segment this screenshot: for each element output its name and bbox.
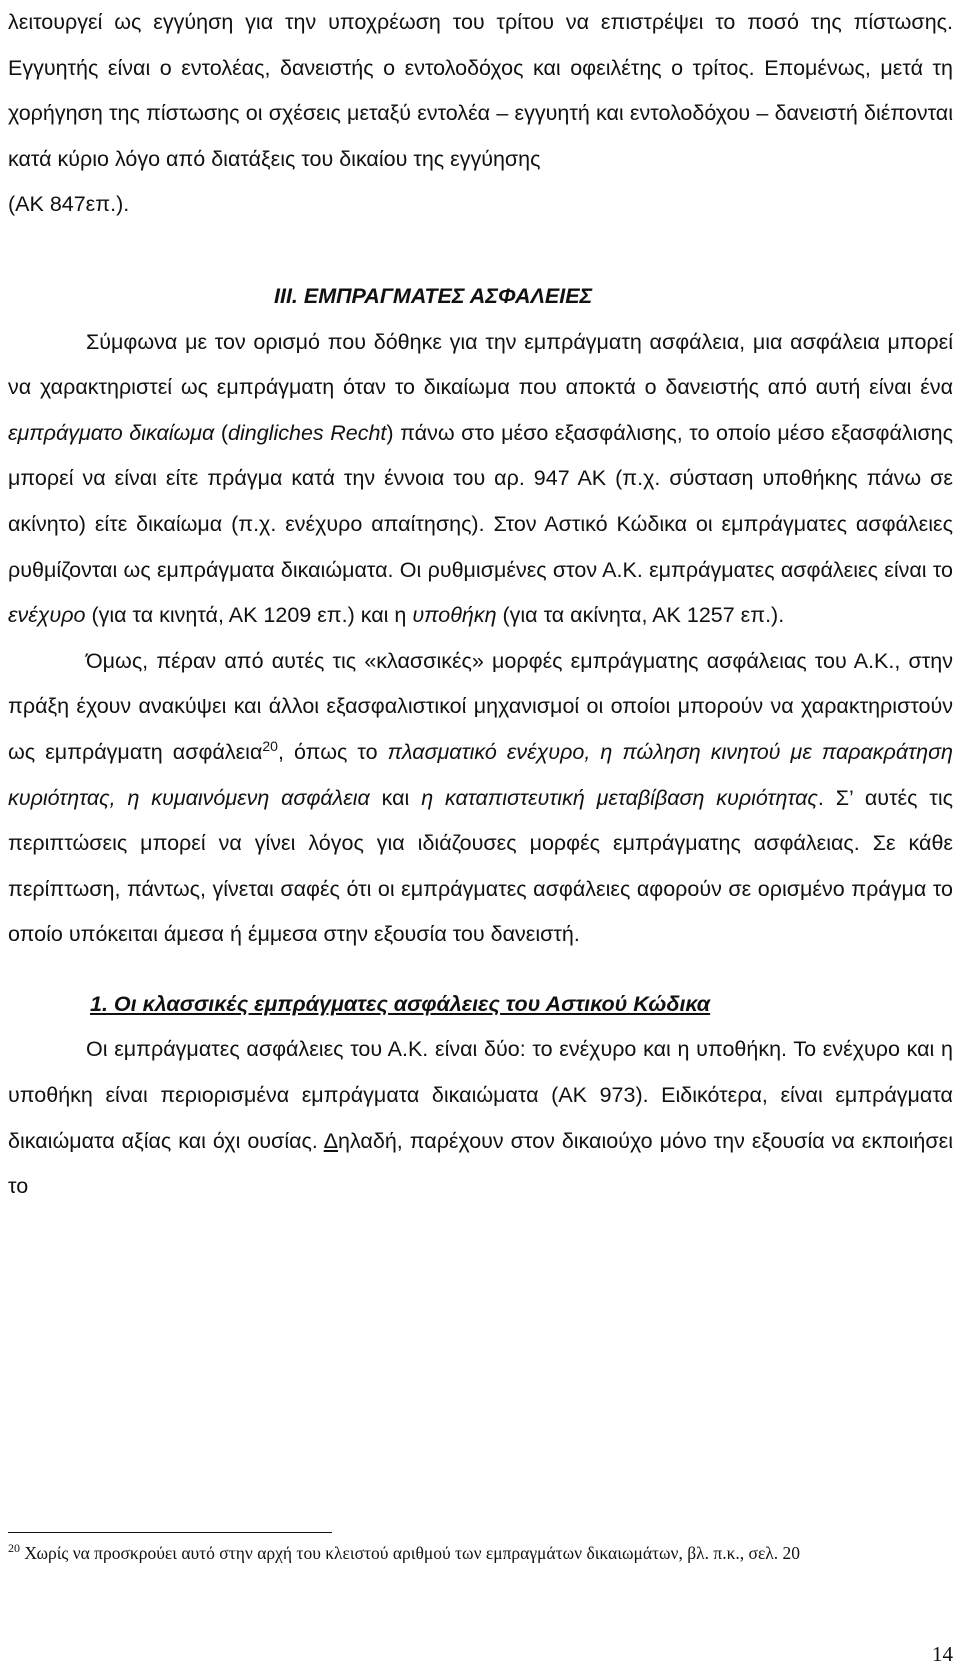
- paragraph-continuation: [8, 0, 953, 228]
- paragraph-text: λειτουργεί ως εγγύηση για την υποχρέωση του τρίτου να επιστρέψει το ποσό της πίστωσης. Εγγυητής είναι ο εντολέας, δανειστής ο εντολοδόχος και οφειλέτης ο τρίτος. Επομένως, μετά τη χορήγηση της πίστωσης οι σχέσεις μεταξύ εντολέα – εγγυητή και εντολοδόχου – δανειστή διέπονται κατά κύριο λόγο από διατάξεις του δικαίου της εγγύησης: [8, 10, 953, 171]
- paragraph-other-mechanisms: Όμως, πέραν από αυτές τις «κλασσικές» μορφές εμπράγματης ασφάλειας του Α.Κ., στην πράξη έχουν ανακύψει και άλλοι εξασφαλιστικοί μηχανισμοί οι οποίοι μπορούν να χαρακτηριστούν ως εμπράγματη ασφάλεια$^{20}$, όπως το πλασματικό ενέχυρο, η πώληση κινητού με παρακράτηση κυριότητας, η κυμαινόμενη ασφάλεια και η καταπιστευτική μεταβίβαση κυριότητας. Σ’ αυτές τις περιπτώσεις μπορεί να γίνει λόγος για ιδιάζουσες μορφές εμπράγματης ασφάλειας. Σε κάθε περίπτωση, πάντως, γίνεται σαφές ότι οι εμπράγματες ασφάλειες αφορούν σε ορισμένο πράγμα το οποίο υπόκειται άμεσα ή έμμεσα στην εξουσία του δανειστή.: [8, 648, 954, 947]
- footnote-text: Χωρίς να προσκρούει αυτό στην αρχή του κλειστού αριθμού των εμπραγμάτων δικαιωμάτων, βλ. π.κ., σελ. 20: [20, 1543, 801, 1563]
- spacer: [8, 228, 953, 274]
- footnote-number: 20: [8, 1541, 20, 1556]
- paragraph-text: (ΑΚ 847επ.).: [8, 192, 130, 217]
- document-page: [8, 0, 953, 1678]
- paragraph-classic-securities: Οι εμπράγματες ασφάλειες του Α.Κ. είναι δύο: το ενέχυρο και η υποθήκη. Το ενέχυρο και η υποθήκη είναι περιορισμένα εμπράγματα δικαιώματα (ΑΚ 973). Ειδικότερα, είναι εμπράγματα δικαιώματα αξίας και όχι ουσίας. Δηλαδή, παρέχουν στον δικαιούχο μόνο την εξουσία να εκποιήσει το: [8, 1037, 953, 1199]
- section-heading: ΙΙΙ. ΕΜΠΡΑΓΜΑΤΕΣ ΑΣΦΑΛΕΙΕΣ: [274, 283, 593, 308]
- spacer: [8, 958, 953, 982]
- footnote-ref[interactable]: 20: [262, 737, 278, 754]
- paragraph-real-securities: Σύμφωνα με τον ορισμό που δόθηκε για την εμπράγματη ασφάλεια, μια ασφάλεια μπορεί να χαρακτηριστεί ως εμπράγματη όταν το δικαίωμα που αποκτά ο δανειστής από αυτή είναι ένα εμπράγματο δικαίωμα (dingliches Recht) πάνω στο μέσο εξασφάλισης, το οποίο μέσο εξασφάλισης μπορεί να είναι είτε πράγμα κατά την έννοια του αρ. 947 ΑΚ (π.χ. σύσταση υποθήκης πάνω σε ακίνητο) είτε δικαίωμα (π.χ. ενέχυρο απαίτησης). Στον Αστικό Κώδικα οι εμπράγματες ασφάλειες ρυθμίζονται ως εμπράγματα δικαιώματα. Οι ρυθμισμένες στον Α.Κ. εμπράγματες ασφάλειες είναι το ενέχυρο (για τα κινητά, ΑΚ 1209 επ.) και η υποθήκη (για τα ακίνητα, ΑΚ 1257 επ.).: [8, 329, 954, 628]
- page-number: 14: [932, 1642, 953, 1666]
- footnote: [8, 1540, 953, 1566]
- subsection-heading: 1. Οι κλασσικές εμπράγματες ασφάλειες του Αστικού Κώδικα: [90, 991, 711, 1016]
- footnote-separator: [8, 1532, 332, 1533]
